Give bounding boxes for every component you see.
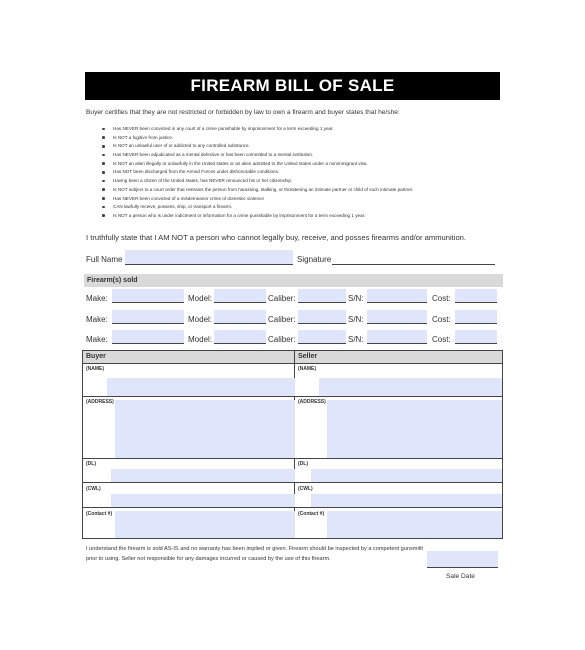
- sn-label: S/N:: [348, 315, 364, 324]
- buyer-name-label: (NAME): [86, 366, 105, 372]
- buyer-cwl-field[interactable]: [111, 494, 295, 507]
- seller-contact-field[interactable]: [327, 511, 502, 538]
- make-label: Make:: [86, 315, 108, 324]
- bullet-icon: [102, 154, 105, 157]
- cost-field[interactable]: [455, 310, 497, 324]
- buyer-dl-label: (DL): [86, 461, 96, 467]
- bullet-icon: [102, 171, 105, 174]
- make-field[interactable]: [112, 310, 184, 324]
- seller-name-label: (NAME): [298, 366, 317, 372]
- buyer-cwl-label: (CWL): [86, 486, 101, 492]
- seller-address-field[interactable]: [327, 400, 502, 458]
- make-label: Make:: [86, 294, 108, 303]
- certification-item: Has NEVER been adjudicated as a mental defective or has been committed to a mental institution.: [102, 151, 413, 160]
- cost-label: Cost:: [432, 335, 451, 344]
- seller-contact-label: (Contact #): [298, 511, 325, 517]
- field-underline: [455, 323, 497, 324]
- certification-item: Has NOT been discharged from the Armed Forces under dishonorable conditions.: [102, 168, 413, 177]
- model-label: Model:: [188, 294, 213, 303]
- bullet-icon: [102, 206, 105, 209]
- model-label: Model:: [188, 335, 213, 344]
- field-underline: [214, 302, 266, 303]
- field-underline: [367, 302, 427, 303]
- as-is-disclaimer: I understand the firearm is sold AS-IS and no warranty has been implied or given. Firearm should be inspected by a competent gunsmith prior to using. Seller not responsible for any damages incurred or caused by the use of this firearm.: [86, 546, 424, 562]
- row-divider: [83, 458, 502, 459]
- field-underline: [112, 323, 184, 324]
- buyer-contact-label: (Contact #): [86, 511, 113, 517]
- field-underline: [214, 323, 266, 324]
- sn-field[interactable]: [367, 289, 427, 303]
- row-divider: [83, 507, 502, 508]
- caliber-field[interactable]: [298, 289, 346, 303]
- buyer-address-label: (ADDRESS): [86, 399, 114, 405]
- certification-item: Is NOT an alien illegally or unlawfully in the United states or an alien admitted to the United states under a nonimmigrant visa.: [102, 160, 413, 169]
- bullet-icon: [102, 128, 105, 131]
- buyer-dl-field[interactable]: [111, 469, 295, 482]
- signature-label: Signature: [297, 255, 332, 264]
- buyer-name-field[interactable]: [107, 378, 295, 396]
- certification-item: Is NOT a person who is under indictment or information for a crime punishable by imprisonment for a term exceeding 1 year.: [102, 212, 413, 221]
- seller-dl-field[interactable]: [311, 469, 502, 482]
- caliber-label: Caliber:: [268, 335, 296, 344]
- cost-label: Cost:: [432, 294, 451, 303]
- bullet-icon: [102, 188, 105, 191]
- row-divider: [83, 482, 502, 483]
- cost-label: Cost:: [432, 315, 451, 324]
- sn-label: S/N:: [348, 335, 364, 344]
- row-divider: [83, 396, 502, 397]
- field-underline: [367, 343, 427, 344]
- seller-cwl-field[interactable]: [311, 494, 502, 507]
- certification-item: Is NOT subject to a court order that restrains the person from harassing, stalking, or threatening an intimate partner or child of such intimate partner.: [102, 186, 413, 195]
- seller-dl-label: (DL): [298, 461, 308, 467]
- certification-item: Having been a citizen of the United states, has NEVER renounced his or her citizenship.: [102, 177, 413, 186]
- certification-item: Is NOT a fugitive from justice.: [102, 134, 413, 143]
- field-underline: [367, 323, 427, 324]
- field-underline: [455, 302, 497, 303]
- signature-field[interactable]: [332, 264, 495, 265]
- full-name-label: Full Name: [86, 255, 123, 264]
- bullet-icon: [102, 136, 105, 139]
- make-field[interactable]: [112, 330, 184, 344]
- certification-list: [102, 125, 413, 221]
- bullet-icon: [102, 214, 105, 217]
- cost-field[interactable]: [455, 289, 497, 303]
- sale-date-field[interactable]: [427, 551, 498, 567]
- cost-field[interactable]: [455, 330, 497, 344]
- header-divider: [83, 363, 502, 364]
- model-field[interactable]: [214, 330, 266, 344]
- seller-cwl-label: (CWL): [298, 486, 313, 492]
- seller-address-label: (ADDRESS): [298, 399, 326, 405]
- model-field[interactable]: [214, 289, 266, 303]
- buyer-header: Buyer: [83, 351, 294, 363]
- caliber-label: Caliber:: [268, 315, 296, 324]
- make-field[interactable]: [112, 289, 184, 303]
- bullet-icon: [102, 197, 105, 200]
- document-title: FIREARM BILL OF SALE: [85, 72, 500, 100]
- certification-item: Is NOT an unlawful user of or addicted to any controlled substance.: [102, 142, 413, 151]
- field-underline: [298, 343, 346, 344]
- field-underline: [298, 323, 346, 324]
- buyer-certification-intro: Buyer certifies that they are not restricted or forbidden by law to own a firearm and buyer states that he/she:: [86, 109, 400, 116]
- field-underline: [112, 343, 184, 344]
- buyer-contact-field[interactable]: [115, 511, 295, 538]
- seller-header: Seller: [295, 351, 502, 363]
- seller-name-field[interactable]: [319, 378, 502, 396]
- sn-field[interactable]: [367, 330, 427, 344]
- field-underline: [455, 343, 497, 344]
- bullet-icon: [102, 180, 105, 183]
- sale-date-label: Sale Date: [446, 573, 475, 580]
- caliber-label: Caliber:: [268, 294, 296, 303]
- certification-item: CAN lawfully receive, possess, ship, or transport a firearm.: [102, 203, 413, 212]
- full-name-field[interactable]: [125, 250, 293, 265]
- certification-item: Has NEVER been convicted of a misdemeanor crime of domestic violence: [102, 195, 413, 204]
- sn-field[interactable]: [367, 310, 427, 324]
- firearms-section-header: Firearm(s) sold: [84, 274, 503, 287]
- make-label: Make:: [86, 335, 108, 344]
- caliber-field[interactable]: [298, 330, 346, 344]
- bullet-icon: [102, 145, 105, 148]
- sale-date-underline: [427, 567, 498, 568]
- buyer-seller-table: [82, 350, 503, 539]
- certification-item: Has NEVER been convicted in any court of a crime punishable by imprisonment for a term exceeding 1 year.: [102, 125, 413, 134]
- field-underline: [214, 343, 266, 344]
- buyer-address-field[interactable]: [115, 400, 295, 458]
- bullet-icon: [102, 162, 105, 165]
- model-label: Model:: [188, 315, 213, 324]
- sn-label: S/N:: [348, 294, 364, 303]
- full-name-underline: [125, 264, 293, 265]
- caliber-field[interactable]: [298, 310, 346, 324]
- truthful-statement: I truthfully state that I AM NOT a person who cannot legally buy, receive, and posses firearms and/or ammunition.: [86, 233, 467, 242]
- field-underline: [112, 302, 184, 303]
- model-field[interactable]: [214, 310, 266, 324]
- field-underline: [298, 302, 346, 303]
